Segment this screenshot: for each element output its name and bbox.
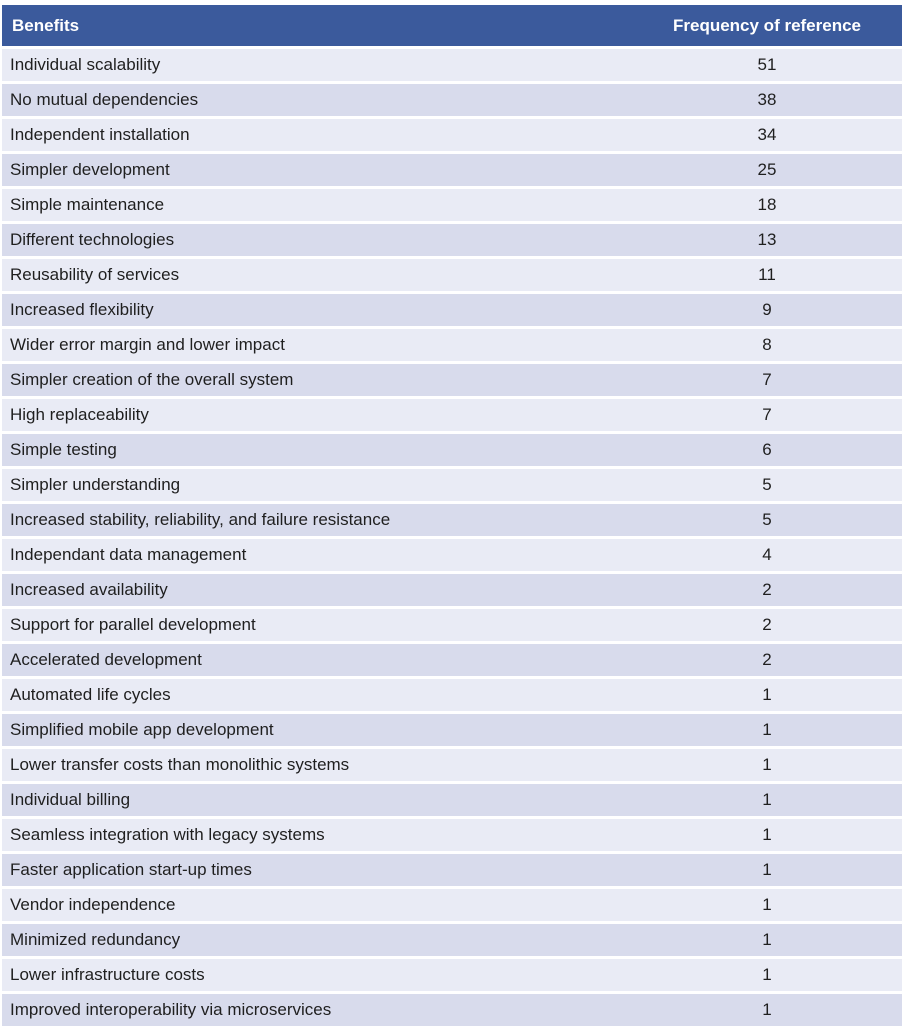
benefit-cell: Automated life cycles [2, 679, 632, 711]
frequency-cell: 7 [632, 399, 902, 431]
frequency-cell: 1 [632, 819, 902, 851]
benefit-cell: Different technologies [2, 224, 632, 256]
benefit-cell: Vendor independence [2, 889, 632, 921]
benefit-cell: Lower transfer costs than monolithic systems [2, 749, 632, 781]
benefit-cell: Improved interoperability via microservices [2, 994, 632, 1026]
benefit-cell: Independent installation [2, 119, 632, 151]
table-row [2, 714, 902, 746]
frequency-cell: 5 [632, 504, 902, 536]
benefit-cell: Simpler development [2, 154, 632, 186]
header-benefits: Benefits [2, 5, 632, 46]
frequency-cell: 11 [632, 259, 902, 291]
frequency-cell: 13 [632, 224, 902, 256]
table-row [2, 329, 902, 361]
table-row [2, 959, 902, 991]
header-frequency: Frequency of reference [632, 5, 902, 46]
benefit-cell: Individual billing [2, 784, 632, 816]
table-row [2, 434, 902, 466]
frequency-cell: 9 [632, 294, 902, 326]
frequency-cell: 51 [632, 49, 902, 81]
table-row [2, 679, 902, 711]
frequency-cell: 8 [632, 329, 902, 361]
frequency-cell: 5 [632, 469, 902, 501]
benefit-cell: Simpler understanding [2, 469, 632, 501]
frequency-cell: 2 [632, 609, 902, 641]
frequency-cell: 1 [632, 959, 902, 991]
header-row [2, 5, 902, 46]
benefit-cell: Support for parallel development [2, 609, 632, 641]
benefit-cell: Minimized redundancy [2, 924, 632, 956]
benefit-cell: Accelerated development [2, 644, 632, 676]
benefit-cell: Increased flexibility [2, 294, 632, 326]
table-row [2, 469, 902, 501]
benefit-cell: Simpler creation of the overall system [2, 364, 632, 396]
table-row [2, 49, 902, 81]
table-row [2, 399, 902, 431]
table-row [2, 119, 902, 151]
frequency-cell: 34 [632, 119, 902, 151]
table-row [2, 189, 902, 221]
benefit-cell: No mutual dependencies [2, 84, 632, 116]
frequency-cell: 1 [632, 924, 902, 956]
frequency-cell: 2 [632, 644, 902, 676]
table-row [2, 154, 902, 186]
frequency-cell: 6 [632, 434, 902, 466]
table-row [2, 819, 902, 851]
benefit-cell: Independant data management [2, 539, 632, 571]
table-row [2, 294, 902, 326]
benefit-cell: Simplified mobile app development [2, 714, 632, 746]
frequency-cell: 1 [632, 889, 902, 921]
table-row [2, 224, 902, 256]
table-row [2, 609, 902, 641]
table-row [2, 504, 902, 536]
frequency-cell: 7 [632, 364, 902, 396]
benefit-cell: Simple maintenance [2, 189, 632, 221]
table-row [2, 994, 902, 1026]
benefit-cell: Increased stability, reliability, and failure resistance [2, 504, 632, 536]
benefit-cell: Individual scalability [2, 49, 632, 81]
frequency-cell: 1 [632, 784, 902, 816]
table-row [2, 889, 902, 921]
table-row [2, 539, 902, 571]
table-row [2, 259, 902, 291]
frequency-cell: 4 [632, 539, 902, 571]
frequency-cell: 1 [632, 749, 902, 781]
frequency-cell: 1 [632, 714, 902, 746]
table-row [2, 784, 902, 816]
benefit-cell: Wider error margin and lower impact [2, 329, 632, 361]
benefit-cell: Reusability of services [2, 259, 632, 291]
benefit-cell: Lower infrastructure costs [2, 959, 632, 991]
frequency-cell: 2 [632, 574, 902, 606]
table-row [2, 574, 902, 606]
benefit-cell: Faster application start-up times [2, 854, 632, 886]
table-row [2, 364, 902, 396]
table-body [2, 49, 902, 1026]
frequency-cell: 25 [632, 154, 902, 186]
benefits-table [2, 2, 902, 1029]
frequency-cell: 18 [632, 189, 902, 221]
frequency-cell: 1 [632, 994, 902, 1026]
table-header [2, 5, 902, 46]
table-row [2, 84, 902, 116]
frequency-cell: 1 [632, 679, 902, 711]
benefit-cell: Increased availability [2, 574, 632, 606]
benefit-cell: Seamless integration with legacy systems [2, 819, 632, 851]
table-row [2, 749, 902, 781]
benefit-cell: Simple testing [2, 434, 632, 466]
table-row [2, 924, 902, 956]
frequency-cell: 1 [632, 854, 902, 886]
frequency-cell: 38 [632, 84, 902, 116]
benefits-table-container [2, 2, 902, 1029]
benefit-cell: High replaceability [2, 399, 632, 431]
table-row [2, 854, 902, 886]
table-row [2, 644, 902, 676]
